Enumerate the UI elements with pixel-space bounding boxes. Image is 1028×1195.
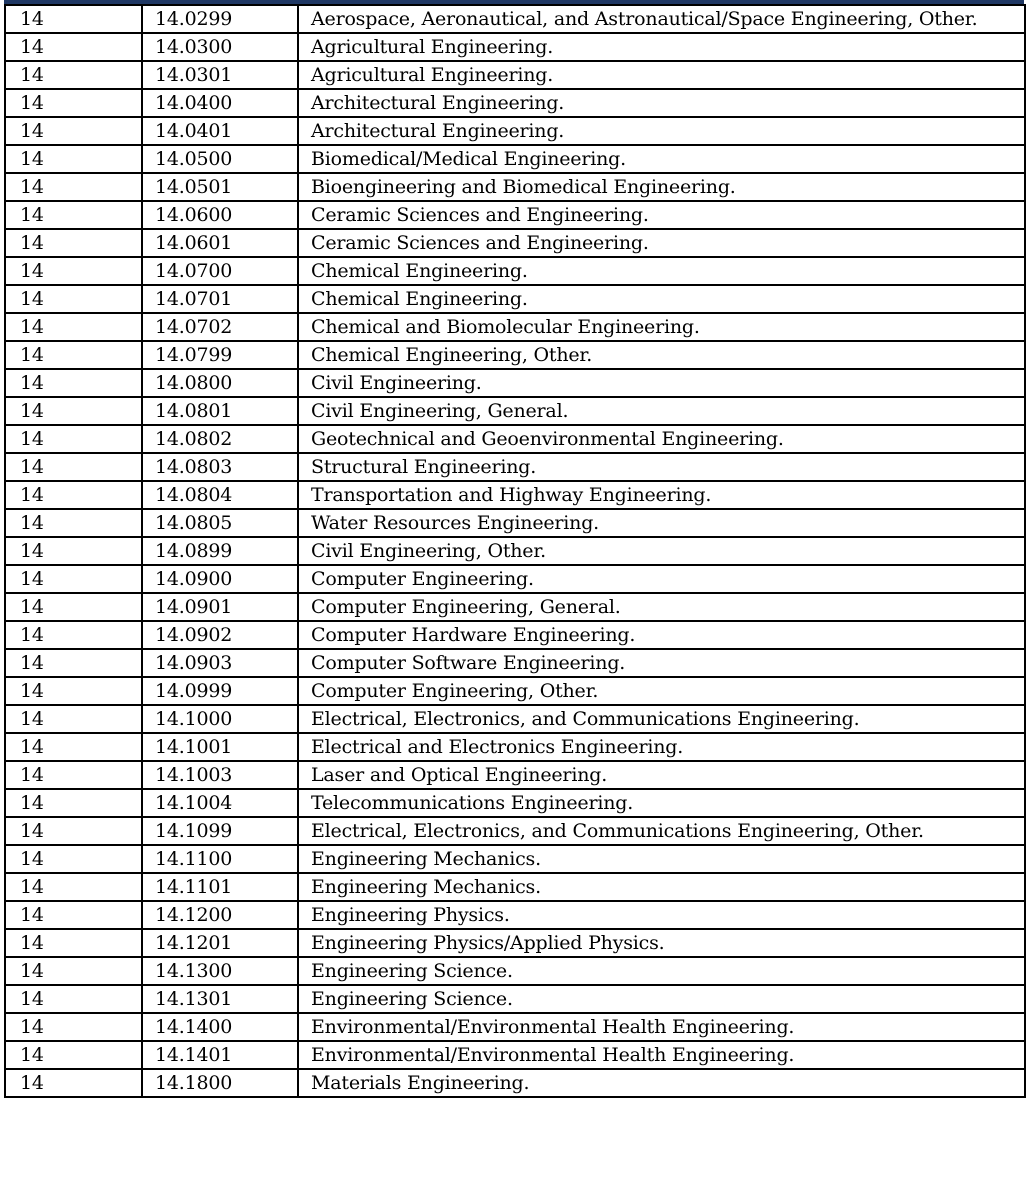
table-row bbox=[5, 537, 1025, 565]
table-row bbox=[5, 285, 1025, 313]
series-cell: 14 bbox=[5, 5, 142, 33]
table-row bbox=[5, 33, 1025, 61]
table-row bbox=[5, 817, 1025, 845]
cip-code-cell: 14.0702 bbox=[142, 313, 298, 341]
cip-code-cell: 14.1000 bbox=[142, 705, 298, 733]
cip-code-cell: 14.0901 bbox=[142, 593, 298, 621]
program-title-cell: Ceramic Sciences and Engineering. bbox=[298, 201, 1025, 229]
table-row bbox=[5, 845, 1025, 873]
program-title-cell: Architectural Engineering. bbox=[298, 117, 1025, 145]
series-cell: 14 bbox=[5, 285, 142, 313]
cip-code-cell: 14.1201 bbox=[142, 929, 298, 957]
cip-code-cell: 14.1301 bbox=[142, 985, 298, 1013]
program-title-cell: Laser and Optical Engineering. bbox=[298, 761, 1025, 789]
table-row bbox=[5, 957, 1025, 985]
series-cell: 14 bbox=[5, 761, 142, 789]
series-cell: 14 bbox=[5, 593, 142, 621]
series-cell: 14 bbox=[5, 509, 142, 537]
series-cell: 14 bbox=[5, 425, 142, 453]
series-cell: 14 bbox=[5, 397, 142, 425]
table-row bbox=[5, 61, 1025, 89]
cip-code-cell: 14.0400 bbox=[142, 89, 298, 117]
program-title-cell: Chemical Engineering. bbox=[298, 257, 1025, 285]
table-row bbox=[5, 1013, 1025, 1041]
program-title-cell: Geotechnical and Geoenvironmental Engineering. bbox=[298, 425, 1025, 453]
cip-code-cell: 14.1200 bbox=[142, 901, 298, 929]
cip-code-cell: 14.0500 bbox=[142, 145, 298, 173]
program-title-cell: Computer Hardware Engineering. bbox=[298, 621, 1025, 649]
program-title-cell: Chemical and Biomolecular Engineering. bbox=[298, 313, 1025, 341]
series-cell: 14 bbox=[5, 1041, 142, 1069]
cip-code-cell: 14.0601 bbox=[142, 229, 298, 257]
series-cell: 14 bbox=[5, 649, 142, 677]
program-title-cell: Engineering Mechanics. bbox=[298, 845, 1025, 873]
table-row bbox=[5, 677, 1025, 705]
cip-code-cell: 14.0800 bbox=[142, 369, 298, 397]
program-title-cell: Architectural Engineering. bbox=[298, 89, 1025, 117]
series-cell: 14 bbox=[5, 621, 142, 649]
program-title-cell: Structural Engineering. bbox=[298, 453, 1025, 481]
table-row bbox=[5, 985, 1025, 1013]
cip-code-cell: 14.0301 bbox=[142, 61, 298, 89]
series-cell: 14 bbox=[5, 873, 142, 901]
series-cell: 14 bbox=[5, 61, 142, 89]
program-title-cell: Computer Engineering. bbox=[298, 565, 1025, 593]
table-row bbox=[5, 201, 1025, 229]
program-title-cell: Bioengineering and Biomedical Engineering. bbox=[298, 173, 1025, 201]
series-cell: 14 bbox=[5, 173, 142, 201]
series-cell: 14 bbox=[5, 929, 142, 957]
program-title-cell: Engineering Mechanics. bbox=[298, 873, 1025, 901]
series-cell: 14 bbox=[5, 117, 142, 145]
series-cell: 14 bbox=[5, 145, 142, 173]
program-title-cell: Civil Engineering, General. bbox=[298, 397, 1025, 425]
cip-code-cell: 14.1004 bbox=[142, 789, 298, 817]
cip-code-cell: 14.0801 bbox=[142, 397, 298, 425]
cip-code-cell: 14.0803 bbox=[142, 453, 298, 481]
cip-code-cell: 14.0900 bbox=[142, 565, 298, 593]
cip-code-cell: 14.1400 bbox=[142, 1013, 298, 1041]
program-title-cell: Computer Engineering, General. bbox=[298, 593, 1025, 621]
cip-code-cell: 14.1001 bbox=[142, 733, 298, 761]
cip-code-cell: 14.1101 bbox=[142, 873, 298, 901]
series-cell: 14 bbox=[5, 453, 142, 481]
cip-code-cell: 14.0999 bbox=[142, 677, 298, 705]
table-row bbox=[5, 313, 1025, 341]
table-row bbox=[5, 509, 1025, 537]
table-row bbox=[5, 229, 1025, 257]
table-row bbox=[5, 593, 1025, 621]
series-cell: 14 bbox=[5, 1013, 142, 1041]
program-title-cell: Chemical Engineering. bbox=[298, 285, 1025, 313]
cip-code-cell: 14.1800 bbox=[142, 1069, 298, 1097]
cip-code-cell: 14.1099 bbox=[142, 817, 298, 845]
program-title-cell: Aerospace, Aeronautical, and Astronautical/Space Engineering, Other. bbox=[298, 5, 1025, 33]
program-title-cell: Agricultural Engineering. bbox=[298, 33, 1025, 61]
cip-code-cell: 14.0300 bbox=[142, 33, 298, 61]
cip-code-cell: 14.1003 bbox=[142, 761, 298, 789]
table-row bbox=[5, 341, 1025, 369]
cip-code-cell: 14.0501 bbox=[142, 173, 298, 201]
table-row bbox=[5, 89, 1025, 117]
table-row bbox=[5, 789, 1025, 817]
cip-code-cell: 14.0700 bbox=[142, 257, 298, 285]
table-row bbox=[5, 649, 1025, 677]
cip-code-cell: 14.0802 bbox=[142, 425, 298, 453]
series-cell: 14 bbox=[5, 565, 142, 593]
program-title-cell: Civil Engineering. bbox=[298, 369, 1025, 397]
series-cell: 14 bbox=[5, 481, 142, 509]
cip-code-cell: 14.1100 bbox=[142, 845, 298, 873]
program-title-cell: Engineering Science. bbox=[298, 985, 1025, 1013]
series-cell: 14 bbox=[5, 257, 142, 285]
table-row bbox=[5, 733, 1025, 761]
cip-code-cell: 14.0903 bbox=[142, 649, 298, 677]
table-row bbox=[5, 761, 1025, 789]
series-cell: 14 bbox=[5, 89, 142, 117]
table-row bbox=[5, 397, 1025, 425]
program-title-cell: Materials Engineering. bbox=[298, 1069, 1025, 1097]
program-title-cell: Telecommunications Engineering. bbox=[298, 789, 1025, 817]
table-row bbox=[5, 481, 1025, 509]
series-cell: 14 bbox=[5, 957, 142, 985]
series-cell: 14 bbox=[5, 313, 142, 341]
series-cell: 14 bbox=[5, 229, 142, 257]
program-title-cell: Agricultural Engineering. bbox=[298, 61, 1025, 89]
program-title-cell: Transportation and Highway Engineering. bbox=[298, 481, 1025, 509]
table-row bbox=[5, 173, 1025, 201]
table-row bbox=[5, 5, 1025, 33]
program-title-cell: Biomedical/Medical Engineering. bbox=[298, 145, 1025, 173]
program-title-cell: Environmental/Environmental Health Engineering. bbox=[298, 1041, 1025, 1069]
series-cell: 14 bbox=[5, 677, 142, 705]
table-row bbox=[5, 1041, 1025, 1069]
series-cell: 14 bbox=[5, 901, 142, 929]
series-cell: 14 bbox=[5, 817, 142, 845]
series-cell: 14 bbox=[5, 33, 142, 61]
table-row bbox=[5, 1069, 1025, 1097]
program-title-cell: Ceramic Sciences and Engineering. bbox=[298, 229, 1025, 257]
cip-code-cell: 14.0804 bbox=[142, 481, 298, 509]
program-title-cell: Civil Engineering, Other. bbox=[298, 537, 1025, 565]
cip-code-cell: 14.0701 bbox=[142, 285, 298, 313]
cip-code-cell: 14.0805 bbox=[142, 509, 298, 537]
program-title-cell: Environmental/Environmental Health Engineering. bbox=[298, 1013, 1025, 1041]
program-title-cell: Electrical, Electronics, and Communications Engineering, Other. bbox=[298, 817, 1025, 845]
series-cell: 14 bbox=[5, 201, 142, 229]
program-title-cell: Computer Engineering, Other. bbox=[298, 677, 1025, 705]
series-cell: 14 bbox=[5, 341, 142, 369]
series-cell: 14 bbox=[5, 705, 142, 733]
program-title-cell: Chemical Engineering, Other. bbox=[298, 341, 1025, 369]
cip-code-cell: 14.0799 bbox=[142, 341, 298, 369]
series-cell: 14 bbox=[5, 537, 142, 565]
table-row bbox=[5, 621, 1025, 649]
series-cell: 14 bbox=[5, 369, 142, 397]
table-row bbox=[5, 565, 1025, 593]
series-cell: 14 bbox=[5, 789, 142, 817]
table-row bbox=[5, 145, 1025, 173]
cip-code-cell: 14.1300 bbox=[142, 957, 298, 985]
program-title-cell: Water Resources Engineering. bbox=[298, 509, 1025, 537]
program-title-cell: Electrical, Electronics, and Communications Engineering. bbox=[298, 705, 1025, 733]
series-cell: 14 bbox=[5, 733, 142, 761]
cip-code-cell: 14.0401 bbox=[142, 117, 298, 145]
program-title-cell: Engineering Physics. bbox=[298, 901, 1025, 929]
program-title-cell: Computer Software Engineering. bbox=[298, 649, 1025, 677]
program-title-cell: Engineering Science. bbox=[298, 957, 1025, 985]
table-body bbox=[5, 5, 1025, 1097]
series-cell: 14 bbox=[5, 1069, 142, 1097]
cip-code-cell: 14.0899 bbox=[142, 537, 298, 565]
table-row bbox=[5, 117, 1025, 145]
program-title-cell: Engineering Physics/Applied Physics. bbox=[298, 929, 1025, 957]
table-row bbox=[5, 705, 1025, 733]
table-row bbox=[5, 901, 1025, 929]
table-row bbox=[5, 873, 1025, 901]
cip-code-cell: 14.0902 bbox=[142, 621, 298, 649]
table-row bbox=[5, 929, 1025, 957]
table-row bbox=[5, 425, 1025, 453]
table-row bbox=[5, 453, 1025, 481]
series-cell: 14 bbox=[5, 985, 142, 1013]
cip-code-table bbox=[4, 4, 1026, 1098]
cip-code-cell: 14.1401 bbox=[142, 1041, 298, 1069]
cip-code-cell: 14.0600 bbox=[142, 201, 298, 229]
table-row bbox=[5, 257, 1025, 285]
program-title-cell: Electrical and Electronics Engineering. bbox=[298, 733, 1025, 761]
cip-code-cell: 14.0299 bbox=[142, 5, 298, 33]
series-cell: 14 bbox=[5, 845, 142, 873]
table-row bbox=[5, 369, 1025, 397]
